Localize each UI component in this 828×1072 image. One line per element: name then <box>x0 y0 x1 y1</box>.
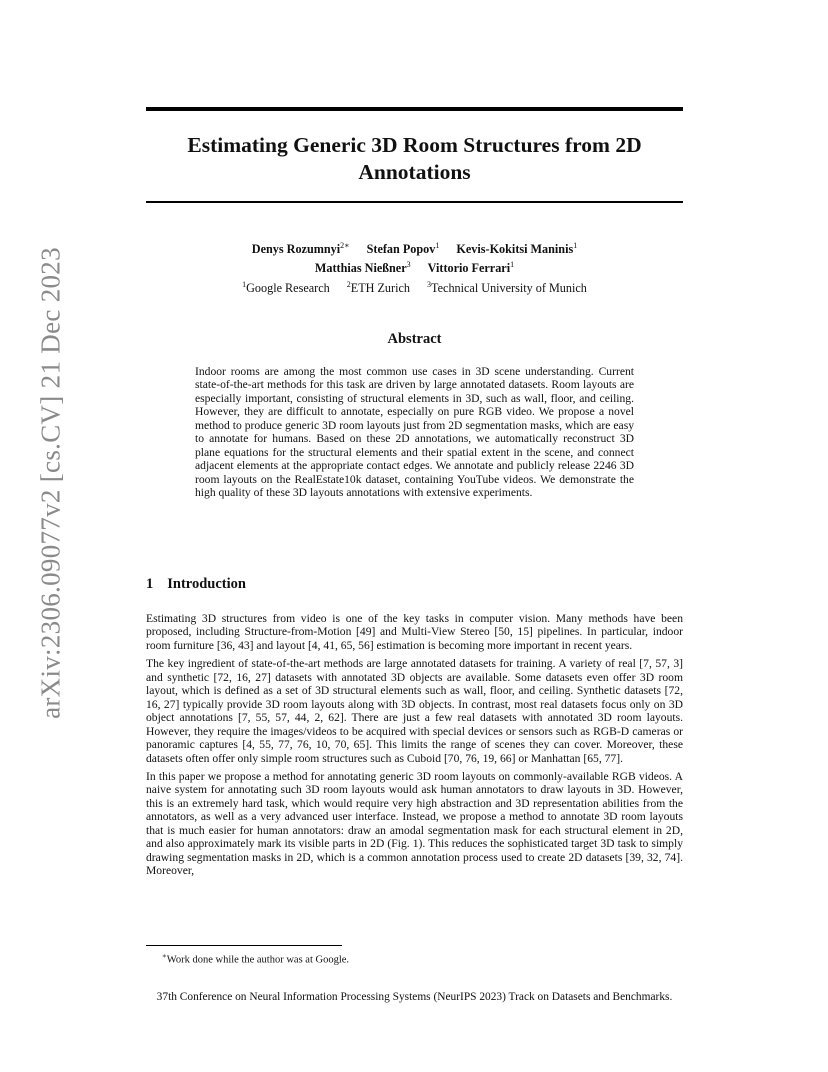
arxiv-identifier: arXiv:2306.09077v2 [cs.CV] 21 Dec 2023 <box>35 247 66 719</box>
title-bottom-rule <box>146 201 683 203</box>
abstract-heading: Abstract <box>387 331 442 347</box>
author-name: Denys Rozumnyi <box>251 242 341 257</box>
author-affiliation-mark: 3 <box>406 260 411 270</box>
paper-title <box>146 132 683 186</box>
author <box>428 261 514 275</box>
footnote <box>162 950 349 967</box>
author-name: Vittorio Ferrari <box>427 261 511 276</box>
author <box>252 242 350 256</box>
author-affiliation-mark: 1 <box>435 241 440 250</box>
affiliation-list <box>146 277 683 296</box>
author-affiliation-mark: 1 <box>510 260 515 270</box>
author <box>315 261 411 275</box>
author-name: Kevis-Kokitsi Maninis <box>456 242 574 257</box>
affiliation <box>242 281 330 295</box>
title-line-1: Estimating Generic 3D Room Structures from 2D <box>187 133 642 157</box>
affiliation-name: Technical University of Munich <box>431 281 587 296</box>
section-title: Introduction <box>167 576 246 592</box>
author-line-2 <box>146 257 683 276</box>
author <box>456 242 577 256</box>
affiliation-mark: 2 <box>346 280 351 289</box>
author-affiliation-mark: 1 <box>573 241 578 250</box>
footnote-text: Work done while the author was at Google. <box>166 954 350 966</box>
author <box>367 242 440 256</box>
author-list <box>146 238 683 276</box>
affiliation-name: ETH Zurich <box>350 281 410 296</box>
footnote-rule <box>146 945 342 946</box>
title-line-2: Annotations <box>358 160 471 184</box>
author-name: Matthias Nießner <box>314 261 407 276</box>
paragraph: Estimating 3D structures from video is one of the key tasks in computer vision. Many methods have been proposed, including Structure-from-Motion [49] and Multi-View Stereo [50, 15] pipelines. In particular, indoor room furniture [36, 43] and layout [4, 41, 65, 56] estimation is becoming more important in recent years. <box>146 612 683 652</box>
affiliation-name: Google Research <box>246 281 330 296</box>
author-name: Stefan Popov <box>366 242 436 257</box>
title-top-rule <box>146 107 683 111</box>
author-affiliation-mark: 2∗ <box>340 241 350 250</box>
affiliation-mark: 3 <box>427 280 432 289</box>
affiliation <box>427 281 587 295</box>
section-heading <box>146 576 683 593</box>
author-line-1 <box>146 238 683 257</box>
paragraph: The key ingredient of state-of-the-art methods are large annotated datasets for training. A variety of real [7, 57, 3] and synthetic [72, 16, 27] datasets with annotated 3D objects are available. Some datasets even offer 3D room layout, which is defined as a set of 3D structural elements such as wall, floor, and ceiling. Synthetic datasets [72, 16, 27] typically provide 3D room layouts along with 3D objects. In contrast, most real datasets focus only on 3D object annotations [7, 55, 57, 44, 2, 62]. There are just a few real datasets with annotated 3D room layouts. However, they require the images/videos to be acquired with special devices or sensors such as RGB-D cameras or panoramic captures [4, 55, 77, 76, 10, 70, 65]. This limits the range of scenes they can cover. Moreover, these datasets often offer only simple room structures such as Cuboid [70, 76, 19, 66] or Manhattan [65, 77]. <box>146 657 683 765</box>
affiliation <box>347 281 410 295</box>
abstract-body: Indoor rooms are among the most common use cases in 3D scene understanding. Current state-of-the-art methods for this task are driven by large annotated datasets. Room layouts are especially important, consisting of structural elements in 3D, such as wall, floor, and ceiling. However, they are difficult to annotate, especially on pure RGB video. We propose a novel method to produce generic 3D room layouts just from 2D segmentation masks, which are easy to annotate for humans. Based on these 2D annotations, we automatically reconstruct 3D plane equations for the structural elements and their spatial extent in the scene, and connect adjacent elements at the appropriate contact edges. We annotate and publicly release 2246 3D room layouts on the RealEstate10k dataset, containing YouTube videos. We demonstrate the high quality of these 3D layouts annotations with extensive experiments. <box>195 365 634 500</box>
affiliation-mark: 1 <box>242 280 247 289</box>
paragraph: In this paper we propose a method for annotating generic 3D room layouts on commonly-available RGB videos. A naive system for annotating such 3D room layouts would ask human annotators to draw layouts in 3D. However, this is an extremely hard task, which would require very high abstraction and 3D representation abilities from the annotators, as well as a very advanced user interface. Instead, we propose a method to annotate 3D room layouts that is much easier for human annotators: draw an amodal segmentation mask for each structural element in 2D, and also approximately mark its visible parts in 2D (Fig. 1). This reduces the sophisticated target 3D task to simply drawing segmentation masks in 2D, which is a common annotation process used to create 2D datasets [39, 32, 74]. Moreover, <box>146 769 683 878</box>
footnote-mark: ∗ <box>162 952 167 960</box>
conference-note: 37th Conference on Neural Information Processing Systems (NeurIPS 2023) Track on Datasets and Benchmarks. <box>156 991 673 1003</box>
section-body <box>146 612 683 883</box>
section-number: 1 <box>146 576 154 592</box>
